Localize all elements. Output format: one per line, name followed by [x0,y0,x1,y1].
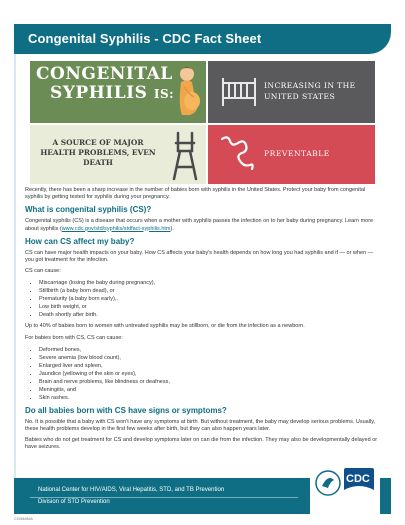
source-panel [30,125,206,184]
spirochete-icon [216,133,258,175]
section3-paragraph1: No. It is possible that a baby with CS won't have any symptoms at birth. But without treatment, the baby may develop serious problems. Usually, these health problems develop in the first few weeks after birth, but they can also happen years later. [25,418,376,433]
list-item: • Low birth weight, or [39,303,380,311]
list-item: • Prematurity (a baby born early),. [39,295,380,303]
footer-division-name: Division of STD Prevention [38,499,110,505]
syphilis-fact-link[interactable]: www.cdc.gov/std/syphilis/stdfact-syphilis.htm [61,225,171,232]
causes-list [25,279,380,319]
cdc-logo [310,458,380,514]
list-item: • Miscarriage (losing the baby during pregnancy), [39,279,380,287]
header-bar [14,24,391,54]
side-rule [14,54,16,484]
preventable-text: PREVENTABLE [264,149,330,158]
section-heading-symptoms: Do all babies born with CS have signs or symptoms? [25,405,227,415]
title-line1: CONGENITAL [36,64,173,84]
section-heading-what-is-cs: What is congenital syphilis (CS)? [25,205,152,215]
cdc-logo-text: CDC [346,473,370,485]
title-line2: SYPHILIS [50,83,148,103]
cause-label: CS can cause: [25,268,61,275]
title-panel [30,61,206,123]
hhs-eagle-icon [315,470,341,496]
list-item: • Severe anemia (low blood count), [39,354,380,362]
list-item: • Death shortly after birth. [39,311,380,319]
intro-paragraph: Recently, there has been a sharp increase in the number of babies born with syphilis in the United States. Protect your baby from congenital syphilis by getting tested for syphilis during your pregnancy. [25,187,366,201]
infographic-title [36,65,174,104]
source-text: A SOURCE OF MAJOR HEALTH PROBLEMS, EVEN DEATH [40,138,156,167]
section-heading-affect-baby: How can CS affect my baby? [25,236,135,246]
list-item: • Stillbirth (a baby born dead), or [39,287,380,295]
list-item: • Jaundice (yellowing of the skin or eyes), [39,370,380,378]
list-item: • Meningitis, and [39,386,380,394]
article-body [25,187,380,456]
footer-bar [14,473,391,514]
infographic-banner [30,61,375,184]
list-item: • Enlarged liver and spleen, [39,362,380,370]
section1-paragraph: Congenital syphilis (CS) is a disease that occurs when a mother with syphilis passes the infection on to her baby during pregnancy. Learn more about syphilis (www.cdc.gov/std/syphilis/stdfact-syphilis.htm). [25,218,374,232]
footer-center-name: National Center for HIV/AIDS, Viral Hepatitis, STD, and TB Prevention [38,487,225,493]
increasing-panel [208,61,375,123]
document-id: CS266064A [14,517,33,521]
footer-divider [30,497,298,498]
babies-label: For babies born with CS, CS can cause: [25,334,123,341]
pregnant-woman-icon [170,65,204,121]
section3-paragraph2: Babies who do not get treatment for CS and develop symptoms later on can die from the infection. They may also be developmentally delayed or have seizures. [25,437,378,451]
increasing-text: INCREASING IN THE UNITED STATES [264,81,356,101]
crib-icon [220,74,258,108]
cdc-logo-mark [344,468,374,498]
page-title: Congenital Syphilis - CDC Fact Sheet [28,31,262,46]
section2-paragraph: CS can have major health impacts on your baby. How CS affects your baby's health depends on how long you had syphilis and if — or when — you got treatment for the infection. [25,249,374,264]
list-item: • Brain and nerve problems, like blindness or deafness, [39,378,380,386]
stillborn-paragraph: Up to 40% of babies born to women with untreated syphilis may be stillborn, or die from the infection as a newborn. [25,323,305,330]
list-item: • Deformed bones, [39,346,380,354]
preventable-panel [208,125,375,184]
title-is: IS: [153,87,175,101]
highchair-icon [170,129,200,181]
list-item: • Skin rashes. [39,394,380,402]
baby-effects-list [25,346,380,402]
